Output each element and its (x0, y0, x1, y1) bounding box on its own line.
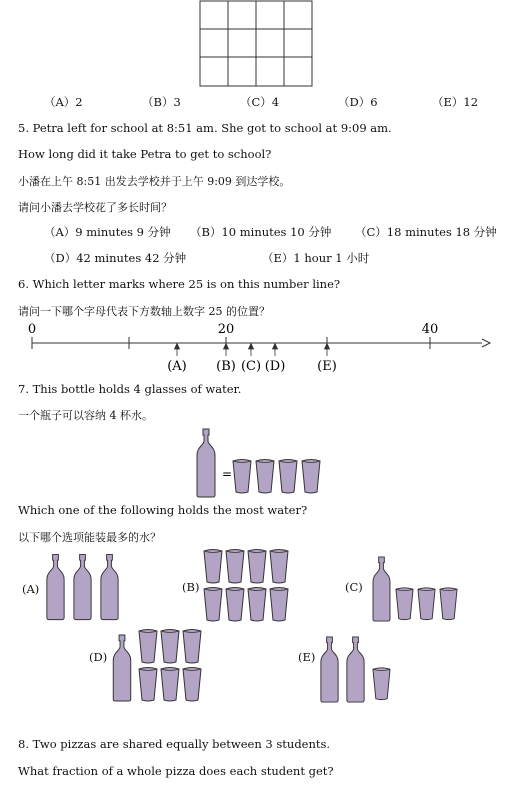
q7-option-e-figure[interactable] (318, 636, 394, 704)
q5-option-d[interactable]: （D）42 minutes 42 分钟 (44, 251, 187, 265)
point-label-d: (D) (264, 359, 286, 374)
q5-text-en: 5. Petra left for school at 8:51 am. She got to school at 9:09 am. (18, 121, 392, 135)
q4-option-a[interactable]: （A）2 (44, 95, 83, 109)
q8-question-en: What fraction of a whole pizza does each student get? (18, 764, 334, 778)
grid-figure (199, 0, 313, 88)
q7-option-c-figure[interactable] (370, 556, 462, 624)
q7-option-b-figure[interactable] (203, 548, 293, 624)
q5-option-e[interactable]: （E）1 hour 1 小时 (262, 251, 370, 265)
q7-text-en: 7. This bottle holds 4 glasses of water. (18, 382, 242, 396)
point-label-b: (B) (216, 359, 236, 374)
q7-text-cn: 一个瓶子可以容纳 4 杯水。 (18, 409, 153, 422)
q7-option-a-label[interactable]: (A) (22, 582, 40, 596)
q5-option-c[interactable]: （C）18 minutes 18 分钟 (355, 225, 497, 239)
q7-option-e-label[interactable]: (E) (298, 650, 316, 664)
q5-option-a[interactable]: （A）9 minutes 9 分钟 (44, 225, 171, 239)
tick-label-20: 20 (217, 322, 235, 337)
bottle-equals-glasses-figure (190, 426, 330, 500)
q7-option-d-figure[interactable] (110, 628, 206, 704)
reference-glass-1 (233, 460, 251, 494)
q7-option-d-label[interactable]: (D) (89, 650, 108, 664)
q4-option-b[interactable]: （B）3 (142, 95, 181, 109)
reference-glass-4 (302, 460, 320, 494)
point-label-a: (A) (167, 359, 187, 374)
q4-option-d[interactable]: （D）6 (338, 95, 378, 109)
equals-sign: = (221, 467, 233, 481)
q5-text-cn: 小潘在上午 8:51 出发去学校并于上午 9:09 到达学校。 (18, 175, 291, 188)
q5-question-cn: 请问小潘去学校花了多长时间？ (18, 201, 172, 214)
reference-bottle (197, 429, 215, 497)
q7-question-en: Which one of the following holds the most water? (18, 503, 308, 517)
q4-option-c[interactable]: （C）4 (240, 95, 280, 109)
q5-question-en: How long did it take Petra to get to school? (18, 147, 272, 161)
reference-glass-3 (279, 460, 297, 494)
point-label-c: (C) (240, 359, 262, 374)
q6-text-cn: 请问一下哪个字母代表下方数轴上数字 25 的位置？ (18, 305, 270, 318)
reference-glass-2 (256, 460, 274, 494)
q7-question-cn: 以下哪个选项能装最多的水？ (18, 531, 161, 544)
q7-option-a-figure[interactable] (44, 553, 122, 623)
tick-label-40: 40 (421, 322, 439, 337)
number-line-arrowhead (482, 339, 490, 347)
tick-label-0: 0 (27, 322, 37, 337)
point-label-e: (E) (317, 359, 337, 374)
q5-option-b[interactable]: （B）10 minutes 10 分钟 (190, 225, 332, 239)
q8-text-en: 8. Two pizzas are shared equally between 3 students. (18, 737, 331, 751)
number-line (0, 318, 509, 380)
q4-option-e[interactable]: （E）12 (432, 95, 479, 109)
q7-option-c-label[interactable]: (C) (345, 580, 363, 594)
q6-text-en: 6. Which letter marks where 25 is on this number line? (18, 277, 341, 291)
q7-option-b-label[interactable]: (B) (182, 580, 200, 594)
